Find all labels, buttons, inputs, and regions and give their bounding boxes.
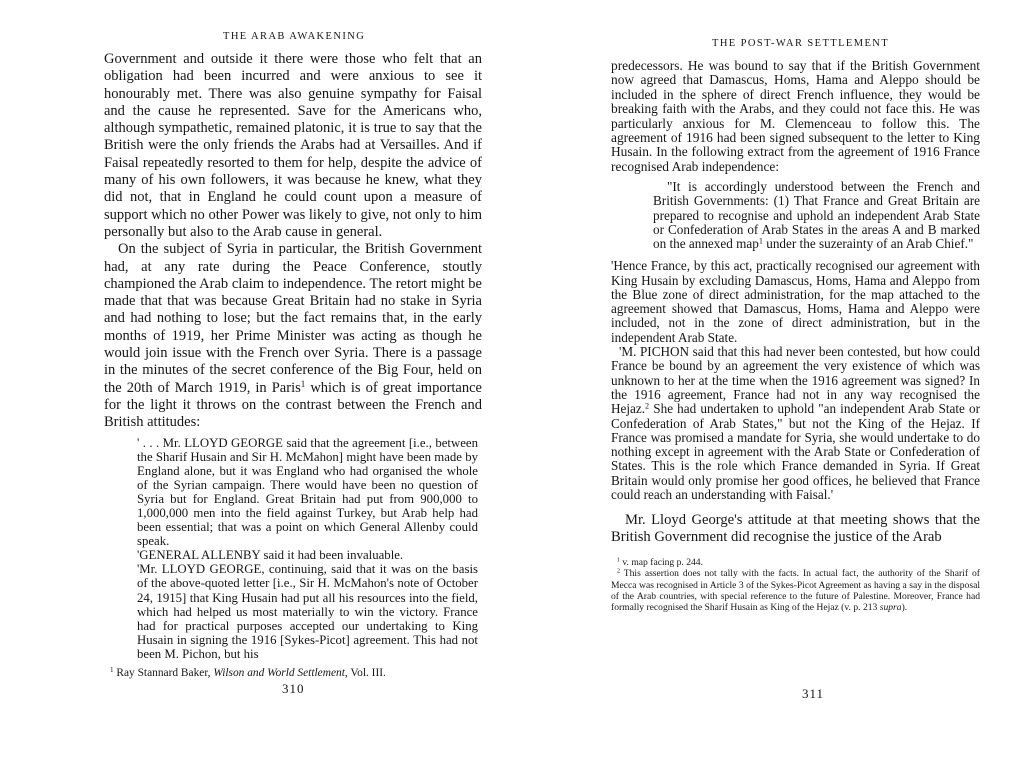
paragraph — [104, 241, 482, 431]
paragraph: Government and outside it there were those who felt that an obligation had been incurred and were anxious to see it honourably met. There was also genuine sympathy for Faisal and the cause he represented. Save for the Americans who, although sympathetic, remained platonic, it is true to say that the British were the only friends the Arabs had at Versailles. And if Faisal repeatedly resorted to them for help, despite the advice of many of his own followers, it was because he knew, what they did not, that in England he could count upon a measure of support which no other Power was likely to give, not only to him personally but also to the Arab cause in general. — [104, 51, 482, 240]
footnote-volume: , Vol. III. — [344, 667, 386, 679]
paragraph-text: 'M. PICHON said that this had never been contested, but how could France be bound by an agreement the very existence of which was unknown to her at the time when the 1916 agreement was signed? In the 1916 agreement, France had not in any way recognised the Hejaz. — [611, 344, 980, 417]
paragraph-text: She had undertaken to uphold "an independent Arab State or Confederation of Arab States," but not the King of the Hejaz. If France was promised a mandate for Syria, she would undertake to do nothing except in agreement with the Arab State or Confederation of States. This is the role which France demanded in Syria. If Great Britain would only promise her good offices, he believed that France could reach an understanding with Faisal.' — [611, 401, 980, 503]
paragraph-text: which is of great importance for the light it throws on the contrast between the French and British attitudes: — [104, 379, 482, 431]
body-paragraph-block — [611, 512, 980, 546]
footnote-text: This assertion does not tally with the facts. In actual fact, the authority of the Sharif of Mecca was recognised in Article 3 of the Sykes-Picot Agreement as having a say in the disposal of the Arab countries, with special reference to the future of Palestine. Moreover, France had formally recognised the Sharif Husain as King of the Hejaz (v. p. 213 — [611, 568, 980, 613]
page-number: 310 — [282, 681, 305, 696]
running-head-right: THE POST-WAR SETTLEMENT — [712, 38, 890, 49]
page-number: 311 — [802, 686, 825, 701]
footnote — [611, 568, 980, 612]
quote-text: "It is accordingly understood between the French and British Governments: (1) That France and Great Britain are prepared to recognise and uphold an independent Arab State or Confederation of Arab States in the areas A and B marked on the annexed map — [653, 179, 980, 252]
block-quote — [137, 436, 478, 662]
footnote — [110, 667, 480, 679]
footnote-reference: 1 — [758, 236, 763, 246]
footnote-text: v. map facing p. 244. — [619, 557, 704, 569]
footnote-reference: 2 — [645, 401, 650, 411]
footnote-mark: 2 — [617, 569, 620, 576]
quote-paragraph — [653, 180, 980, 251]
footnote-author: Ray Stannard Baker, — [113, 667, 214, 679]
footnote-mark: 1 — [110, 666, 114, 675]
footnote-mark: 1 — [617, 558, 620, 565]
paragraph — [611, 345, 980, 502]
left-page-body — [104, 51, 482, 661]
paragraph: predecessors. He was bound to say that if the British Government now agreed that Damascus, Homs, Hama and Aleppo should be included in the sphere of direct French influence, they would be breaking faith with the Arabs, and they could not face this. He was particularly anxious for M. Clemenceau to follow this. The agreement of 1916 had been signed subsequent to the letter to King Husain. In the following extract from the agreement of 1916 France recognised Arab independence: — [611, 58, 980, 174]
footnote — [611, 557, 980, 568]
running-head-left: THE ARAB AWAKENING — [223, 31, 366, 42]
quote-paragraph: 'Mr. LLOYD GEORGE, continuing, said that it was on the basis of the above-quoted letter [i.e., Sir H. McMahon's note of October 24, 1915] that King Husain had put all his resources into the field, which had helped us most materially to win the victory. France had for practical purposes accepted our undertaking to King Husain in signing the 1916 [Sykes-Picot] agreement. This had not been M. Pichon, but his — [137, 562, 478, 661]
footnotes — [611, 557, 980, 612]
continued-minutes — [611, 259, 980, 502]
block-quote — [653, 180, 980, 251]
paragraph: 'Hence France, by this act, practically recognised our agreement with King Husain by excluding Damascus, Homs, Hama and Aleppo from the Blue zone of direct administration, for the map attached to the agreement showed that Damascus, Homs, Hama and Aleppo were included, not in the zone of direct administration, but in the independent Arab State. — [611, 258, 980, 345]
footnote-text: ). — [901, 601, 908, 613]
footnote-reference: 1 — [300, 378, 306, 389]
footnote-title: Wilson and World Settlement — [213, 667, 345, 679]
footnote-italic: supra — [879, 601, 902, 613]
quote-text: under the suzerainty of an Arab Chief." — [762, 236, 974, 252]
paragraph: Mr. Lloyd George's attitude at that meeting shows that the British Government did recognise the justice of the Arab — [611, 512, 980, 546]
right-page — [515, 0, 1030, 766]
quote-paragraph: ' . . . Mr. LLOYD GEORGE said that the agreement [i.e., between the Sharif Husain and Sir H. McMahon] might have been made by England alone, but it was England who had organised the whole of the Syrian campaign. There would have been no question of Syria but for England. Great Britain had put from 900,000 to 1,000,000 men into the field against Turkey, but Arab help had been essential; that was a point on which General Allenby could speak. — [137, 435, 478, 549]
paragraph-text: On the subject of Syria in particular, the British Government had, at any rate during the Peace Conference, stoutly championed the Arab claim to independence. The retort might be made that that was because Great Britain had no stake in Syria and had nothing to lose; but the fact remains that, in the early months of 1919, her Prime Minister was acting as though he would join issue with the French over Syria. There is a passage in the minutes of the secret conference of the Big Four, held on the 20th of March 1919, in Paris — [104, 241, 482, 396]
quote-paragraph: 'GENERAL ALLENBY said it had been invaluable. — [137, 548, 404, 563]
right-page-body — [611, 59, 980, 613]
